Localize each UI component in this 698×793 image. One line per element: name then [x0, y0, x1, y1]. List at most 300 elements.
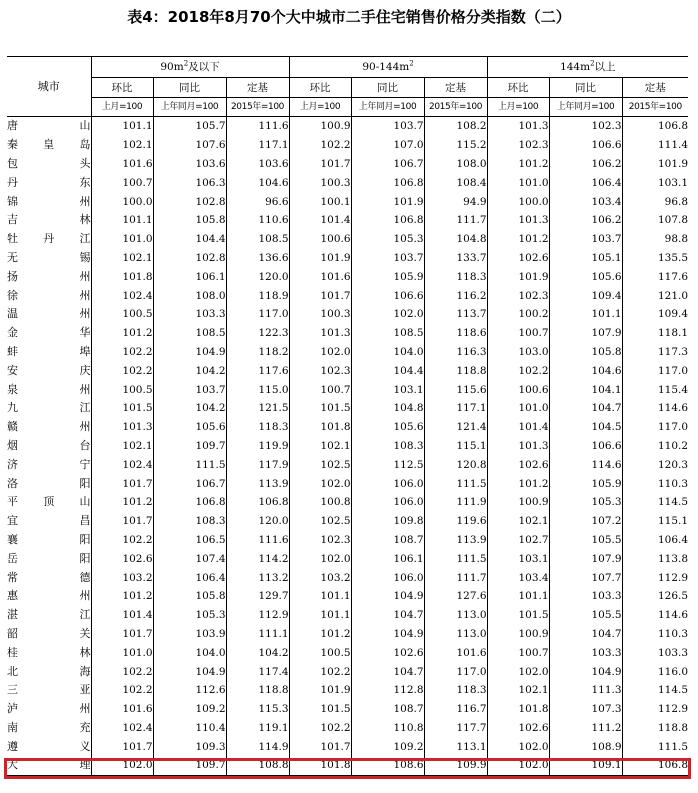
value-cell: 103.4 [549, 192, 622, 211]
value-cell: 112.9 [226, 606, 289, 625]
value-cell: 108.0 [153, 286, 226, 305]
value-cell: 107.2 [549, 512, 622, 531]
metric-header: 定基 [424, 78, 487, 98]
value-cell: 100.8 [289, 493, 351, 512]
price-index-table [7, 56, 688, 776]
value-cell: 111.7 [424, 568, 487, 587]
value-cell: 104.9 [351, 587, 424, 606]
value-cell: 112.9 [622, 700, 688, 719]
value-cell: 114.6 [549, 455, 622, 474]
value-cell: 106.0 [351, 474, 424, 493]
metric-header-row [7, 78, 688, 98]
city-cell: 锦州 [7, 194, 91, 208]
city-cell: 徐州 [7, 288, 91, 302]
value-cell: 101.0 [487, 173, 549, 192]
value-cell: 102.8 [153, 249, 226, 268]
value-cell: 103.7 [549, 230, 622, 249]
group-header-large-pre: 144m [560, 61, 591, 73]
value-cell: 120.3 [622, 455, 688, 474]
value-cell: 101.5 [91, 399, 153, 418]
value-cell: 117.1 [226, 136, 289, 155]
value-cell: 101.9 [487, 267, 549, 286]
value-cell: 106.3 [153, 173, 226, 192]
city-cell: 蚌埠 [7, 344, 91, 358]
table-row [7, 606, 688, 625]
value-cell: 100.0 [487, 192, 549, 211]
value-cell: 105.3 [351, 230, 424, 249]
value-cell: 106.7 [351, 155, 424, 174]
value-cell: 121.0 [622, 286, 688, 305]
value-cell: 100.7 [487, 643, 549, 662]
city-cell: 秦皇岛 [7, 138, 91, 152]
value-cell: 101.6 [91, 155, 153, 174]
value-cell: 113.9 [424, 531, 487, 550]
value-cell: 104.8 [351, 399, 424, 418]
table-row [7, 437, 688, 456]
value-cell: 116.2 [424, 286, 487, 305]
value-cell: 101.2 [91, 587, 153, 606]
value-cell: 106.6 [549, 136, 622, 155]
value-cell: 108.4 [424, 173, 487, 192]
value-cell: 101.6 [289, 267, 351, 286]
value-cell: 110.8 [351, 719, 424, 738]
value-cell: 109.2 [351, 737, 424, 756]
metric-header: 环比 [289, 78, 351, 98]
value-cell: 111.5 [622, 737, 688, 756]
value-cell: 118.3 [424, 267, 487, 286]
city-cell: 桂林 [7, 645, 91, 659]
value-cell: 98.8 [622, 230, 688, 249]
value-cell: 100.6 [487, 380, 549, 399]
value-cell: 119.9 [226, 437, 289, 456]
city-cell: 韶关 [7, 626, 91, 640]
value-cell: 115.0 [226, 380, 289, 399]
value-cell: 102.3 [289, 361, 351, 380]
value-cell: 101.7 [289, 155, 351, 174]
value-cell: 118.8 [226, 681, 289, 700]
table-row [7, 756, 688, 775]
value-cell: 102.2 [487, 361, 549, 380]
value-cell: 102.5 [289, 455, 351, 474]
metric-header: 同比 [153, 78, 226, 98]
value-cell: 101.8 [91, 267, 153, 286]
value-cell: 102.4 [91, 286, 153, 305]
value-cell: 104.0 [351, 343, 424, 362]
value-cell: 101.1 [91, 117, 153, 136]
value-cell: 108.0 [424, 155, 487, 174]
value-cell: 105.3 [549, 493, 622, 512]
value-cell: 101.3 [487, 117, 549, 136]
value-cell: 110.6 [226, 211, 289, 230]
value-cell: 106.0 [351, 493, 424, 512]
city-cell: 湛江 [7, 608, 91, 622]
value-cell: 118.8 [424, 361, 487, 380]
value-cell: 101.9 [351, 192, 424, 211]
city-cell: 遵义 [7, 739, 91, 753]
value-cell: 118.9 [226, 286, 289, 305]
value-cell: 103.6 [153, 155, 226, 174]
table-row [7, 493, 688, 512]
value-cell: 101.1 [289, 587, 351, 606]
value-cell: 101.4 [91, 606, 153, 625]
city-cell: 大理 [7, 756, 91, 775]
value-cell: 109.9 [424, 756, 487, 775]
value-cell: 108.7 [351, 700, 424, 719]
value-cell: 106.7 [153, 474, 226, 493]
value-cell: 118.8 [622, 719, 688, 738]
metric-header: 环比 [487, 78, 549, 98]
value-cell: 117.0 [226, 305, 289, 324]
value-cell: 122.3 [226, 324, 289, 343]
value-cell: 111.5 [153, 455, 226, 474]
value-cell: 104.6 [226, 173, 289, 192]
value-cell: 121.4 [424, 418, 487, 437]
value-cell: 102.3 [487, 136, 549, 155]
value-cell: 113.1 [424, 737, 487, 756]
value-cell: 117.0 [622, 418, 688, 437]
value-cell: 104.4 [351, 361, 424, 380]
table-row [7, 737, 688, 756]
value-cell: 101.7 [91, 737, 153, 756]
table-row [7, 267, 688, 286]
value-cell: 100.9 [487, 493, 549, 512]
base-header-row [7, 98, 688, 117]
value-cell: 104.2 [153, 399, 226, 418]
value-cell: 100.7 [91, 173, 153, 192]
value-cell: 102.1 [487, 681, 549, 700]
value-cell: 103.7 [153, 380, 226, 399]
value-cell: 111.5 [424, 549, 487, 568]
value-cell: 102.2 [289, 719, 351, 738]
group-header-small-post: 及以下 [188, 61, 220, 73]
city-column-header: 城市 [7, 57, 91, 117]
value-cell: 105.1 [549, 249, 622, 268]
value-cell: 102.5 [289, 512, 351, 531]
value-cell: 136.6 [226, 249, 289, 268]
value-cell: 106.4 [549, 173, 622, 192]
value-cell: 106.5 [153, 531, 226, 550]
value-cell: 100.3 [289, 305, 351, 324]
value-cell: 105.7 [153, 117, 226, 136]
value-cell: 106.4 [622, 531, 688, 550]
table-row [7, 662, 688, 681]
value-cell: 101.2 [91, 324, 153, 343]
value-cell: 102.0 [91, 756, 153, 775]
group-header-medium-sup: 2 [409, 59, 414, 68]
table-title: 表4：2018年8月70个大中城市二手住宅销售价格分类指数（二） [127, 8, 571, 26]
value-cell: 111.2 [549, 719, 622, 738]
city-cell: 包头 [7, 156, 91, 170]
value-cell: 103.3 [549, 587, 622, 606]
city-cell: 平顶山 [7, 495, 91, 509]
value-cell: 111.4 [622, 136, 688, 155]
value-cell: 105.5 [549, 606, 622, 625]
value-cell: 104.2 [226, 643, 289, 662]
value-cell: 114.6 [622, 399, 688, 418]
value-cell: 109.2 [153, 700, 226, 719]
value-cell: 115.4 [622, 380, 688, 399]
group-header-large-sup: 2 [590, 59, 595, 68]
city-cell: 温州 [7, 307, 91, 321]
value-cell: 101.3 [91, 418, 153, 437]
value-cell: 101.2 [487, 230, 549, 249]
value-cell: 108.8 [226, 756, 289, 775]
base-header: 2015年=100 [424, 98, 487, 117]
value-cell: 133.7 [424, 249, 487, 268]
value-cell: 102.1 [289, 437, 351, 456]
value-cell: 104.7 [351, 662, 424, 681]
city-cell: 吉林 [7, 213, 91, 227]
value-cell: 107.3 [549, 700, 622, 719]
value-cell: 100.2 [487, 305, 549, 324]
value-cell: 102.0 [487, 756, 549, 775]
value-cell: 103.0 [487, 343, 549, 362]
value-cell: 118.3 [226, 418, 289, 437]
value-cell: 101.0 [91, 643, 153, 662]
table-row [7, 343, 688, 362]
value-cell: 129.7 [226, 587, 289, 606]
value-cell: 104.2 [153, 361, 226, 380]
value-cell: 102.0 [289, 343, 351, 362]
value-cell: 109.8 [351, 512, 424, 531]
value-cell: 102.0 [289, 474, 351, 493]
value-cell: 106.8 [622, 756, 688, 775]
value-cell: 117.6 [622, 267, 688, 286]
value-cell: 104.7 [351, 606, 424, 625]
value-cell: 106.2 [549, 211, 622, 230]
value-cell: 101.6 [424, 643, 487, 662]
value-cell: 103.1 [487, 549, 549, 568]
value-cell: 102.1 [91, 437, 153, 456]
value-cell: 104.0 [153, 643, 226, 662]
table-row [7, 361, 688, 380]
value-cell: 103.7 [351, 249, 424, 268]
value-cell: 116.7 [424, 700, 487, 719]
base-header: 2015年=100 [226, 98, 289, 117]
value-cell: 109.7 [153, 437, 226, 456]
value-cell: 111.5 [424, 474, 487, 493]
value-cell: 101.2 [289, 625, 351, 644]
value-cell: 100.5 [91, 305, 153, 324]
value-cell: 101.1 [549, 305, 622, 324]
value-cell: 102.6 [487, 719, 549, 738]
table-row [7, 568, 688, 587]
table-row [7, 455, 688, 474]
value-cell: 102.2 [91, 662, 153, 681]
value-cell: 109.4 [622, 305, 688, 324]
city-cell: 扬州 [7, 269, 91, 283]
value-cell: 107.4 [153, 549, 226, 568]
value-cell: 105.3 [153, 606, 226, 625]
value-cell: 111.7 [424, 211, 487, 230]
value-cell: 101.8 [289, 756, 351, 775]
value-cell: 115.6 [424, 380, 487, 399]
value-cell: 127.6 [424, 587, 487, 606]
value-cell: 102.2 [289, 136, 351, 155]
value-cell: 101.7 [91, 625, 153, 644]
value-cell: 106.8 [153, 493, 226, 512]
value-cell: 101.9 [289, 249, 351, 268]
value-cell: 106.0 [351, 568, 424, 587]
value-cell: 105.9 [549, 474, 622, 493]
value-cell: 104.9 [351, 625, 424, 644]
value-cell: 101.2 [487, 155, 549, 174]
value-cell: 110.3 [622, 474, 688, 493]
group-header-large [487, 57, 688, 78]
value-cell: 102.0 [487, 737, 549, 756]
value-cell: 126.5 [622, 587, 688, 606]
city-cell: 南充 [7, 720, 91, 734]
value-cell: 106.8 [622, 117, 688, 136]
group-header-medium [289, 57, 487, 78]
base-header: 上年同月=100 [153, 98, 226, 117]
value-cell: 106.8 [351, 173, 424, 192]
city-cell: 三亚 [7, 683, 91, 697]
value-cell: 117.7 [424, 719, 487, 738]
value-cell: 104.9 [549, 662, 622, 681]
table-row [7, 512, 688, 531]
value-cell: 108.2 [424, 117, 487, 136]
value-cell: 106.1 [351, 549, 424, 568]
table-row [7, 474, 688, 493]
value-cell: 103.3 [622, 643, 688, 662]
value-cell: 102.1 [91, 136, 153, 155]
value-cell: 106.2 [549, 155, 622, 174]
table-row [7, 286, 688, 305]
value-cell: 107.9 [549, 324, 622, 343]
value-cell: 135.5 [622, 249, 688, 268]
value-cell: 108.3 [153, 512, 226, 531]
value-cell: 100.9 [487, 625, 549, 644]
city-cell: 泸州 [7, 702, 91, 716]
value-cell: 103.1 [622, 173, 688, 192]
city-cell: 泉州 [7, 382, 91, 396]
value-cell: 106.4 [153, 568, 226, 587]
value-cell: 101.1 [289, 606, 351, 625]
city-cell: 北海 [7, 664, 91, 678]
value-cell: 120.0 [226, 267, 289, 286]
value-cell: 102.3 [549, 117, 622, 136]
city-cell: 赣州 [7, 420, 91, 434]
value-cell: 117.6 [226, 361, 289, 380]
city-cell: 烟台 [7, 438, 91, 452]
value-cell: 112.9 [622, 568, 688, 587]
value-cell: 101.8 [487, 700, 549, 719]
value-cell: 120.8 [424, 455, 487, 474]
value-cell: 102.0 [289, 549, 351, 568]
city-cell: 宜昌 [7, 514, 91, 528]
value-cell: 113.8 [622, 549, 688, 568]
value-cell: 110.3 [622, 625, 688, 644]
city-cell: 洛阳 [7, 476, 91, 490]
group-header-medium-pre: 90-144m [362, 61, 410, 73]
value-cell: 104.1 [549, 380, 622, 399]
metric-header: 定基 [226, 78, 289, 98]
value-cell: 101.1 [487, 587, 549, 606]
value-cell: 104.9 [153, 662, 226, 681]
city-cell: 襄阳 [7, 532, 91, 546]
table-row [7, 117, 688, 136]
value-cell: 113.2 [226, 568, 289, 587]
city-cell: 安庆 [7, 363, 91, 377]
value-cell: 114.5 [622, 493, 688, 512]
value-cell: 113.9 [226, 474, 289, 493]
value-cell: 103.2 [289, 568, 351, 587]
table-row [7, 587, 688, 606]
value-cell: 110.2 [622, 437, 688, 456]
value-cell: 102.7 [487, 531, 549, 550]
value-cell: 102.2 [91, 361, 153, 380]
value-cell: 104.9 [153, 343, 226, 362]
value-cell: 114.2 [226, 549, 289, 568]
value-cell: 117.4 [226, 662, 289, 681]
value-cell: 102.3 [289, 531, 351, 550]
value-cell: 117.0 [622, 361, 688, 380]
value-cell: 104.5 [549, 418, 622, 437]
value-cell: 101.9 [622, 155, 688, 174]
value-cell: 103.6 [226, 155, 289, 174]
value-cell: 120.0 [226, 512, 289, 531]
value-cell: 101.8 [289, 418, 351, 437]
table-row [7, 380, 688, 399]
value-cell: 107.6 [153, 136, 226, 155]
value-cell: 105.6 [351, 418, 424, 437]
value-cell: 108.6 [351, 756, 424, 775]
value-cell: 104.4 [153, 230, 226, 249]
value-cell: 100.7 [487, 324, 549, 343]
table-row [7, 249, 688, 268]
city-cell: 丹东 [7, 175, 91, 189]
value-cell: 108.5 [153, 324, 226, 343]
metric-header: 同比 [351, 78, 424, 98]
value-cell: 101.0 [91, 230, 153, 249]
city-cell: 无锡 [7, 250, 91, 264]
value-cell: 118.1 [622, 324, 688, 343]
value-cell: 111.3 [549, 681, 622, 700]
value-cell: 111.1 [226, 625, 289, 644]
group-header-small-sup: 2 [183, 59, 189, 68]
table-row [7, 211, 688, 230]
value-cell: 100.0 [91, 192, 153, 211]
city-cell: 金华 [7, 326, 91, 340]
value-cell: 102.2 [91, 681, 153, 700]
value-cell: 102.0 [487, 662, 549, 681]
value-cell: 114.5 [622, 681, 688, 700]
value-cell: 111.6 [226, 531, 289, 550]
value-cell: 103.9 [153, 625, 226, 644]
value-cell: 101.7 [289, 286, 351, 305]
value-cell: 101.7 [91, 474, 153, 493]
table-row [7, 681, 688, 700]
value-cell: 113.0 [424, 625, 487, 644]
value-cell: 115.2 [424, 136, 487, 155]
value-cell: 108.9 [549, 737, 622, 756]
value-cell: 102.0 [351, 305, 424, 324]
value-cell: 106.8 [226, 493, 289, 512]
value-cell: 109.3 [153, 737, 226, 756]
value-cell: 106.6 [549, 437, 622, 456]
city-cell: 牡丹江 [7, 232, 91, 246]
city-cell: 济宁 [7, 457, 91, 471]
value-cell: 101.2 [91, 493, 153, 512]
value-cell: 101.7 [91, 512, 153, 531]
metric-header: 同比 [549, 78, 622, 98]
value-cell: 108.5 [226, 230, 289, 249]
value-cell: 96.8 [622, 192, 688, 211]
table-row [7, 700, 688, 719]
value-cell: 101.5 [289, 399, 351, 418]
value-cell: 117.3 [622, 343, 688, 362]
